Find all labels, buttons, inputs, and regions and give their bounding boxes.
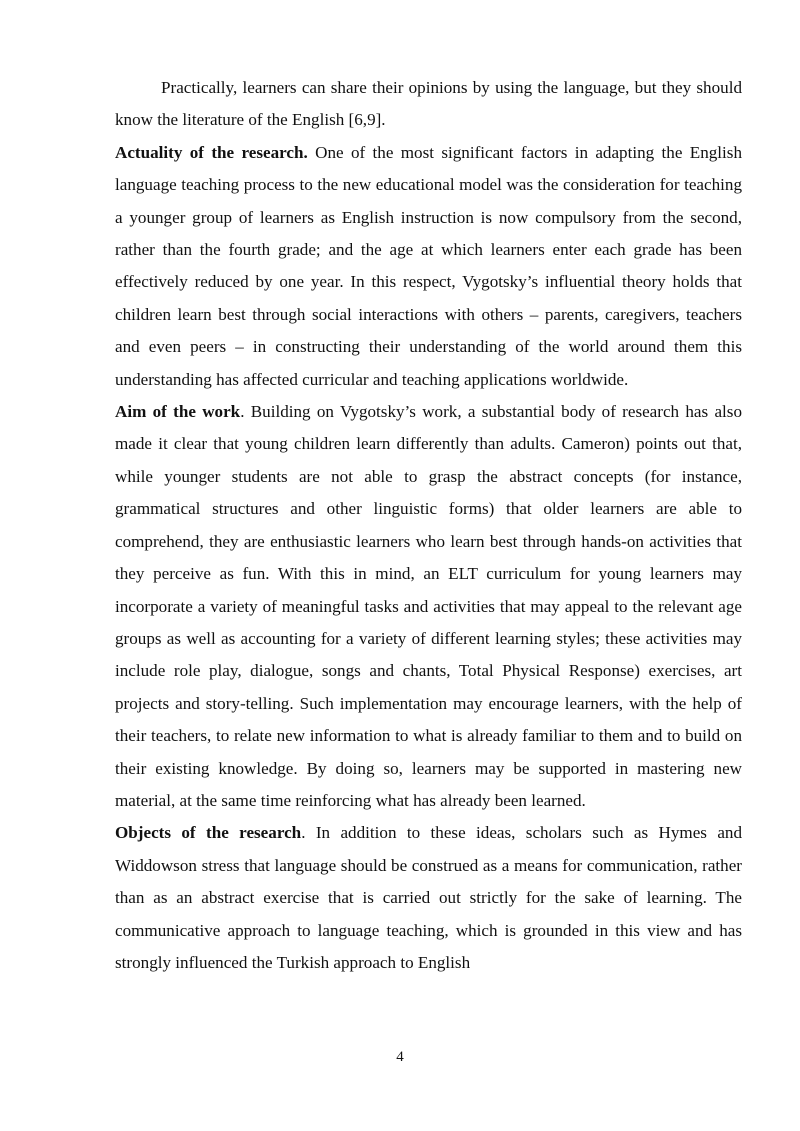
intro-text: Practically, learners can share their opinions by using the language, but they should know the literature of the English [6,9]. — [115, 78, 742, 130]
section-heading-actuality: Actuality of the research. — [115, 142, 308, 162]
section-body-actuality: One of the most significant factors in adapting the English language teaching process to the new educational model was the consideration for teaching a younger group of learners as English instruction is now compulsory from the second, rather than the fourth grade; and the age at which learners enter each grade has been effectively reduced by one year. In this respect, Vygotsky’s influential theory holds that children learn best through social interactions with others – parents, caregivers, teachers and even peers – in constructing their understanding of the world around them this understanding has affected curricular and teaching applications worldwide. — [115, 142, 743, 389]
document-page — [115, 72, 742, 979]
section-heading-objects: Objects of the research — [115, 823, 302, 843]
section-actuality — [115, 137, 742, 396]
page-number: 4 — [396, 1049, 404, 1065]
section-body-aim: . Building on Vygotsky’s work, a substantial body of research has also made it clear that young children learn differently than adults. Cameron) points out that, while younger students are not able to grasp the abstract concepts (for instance, grammatical structures and other linguistic forms) that older learners are able to comprehend, they are enthusiastic learners who learn best through hands-on activities that they perceive as fun. With this in mind, an ELT curriculum for young learners may incorporate a variety of meaningful tasks and activities that may appeal to the relevant age groups as well as accounting for a variety of different learning styles; these activities may include role play, dialogue, songs and chants, Total Physical Response) exercises, art projects and story-telling. Such implementation may encourage learners, with the help of their teachers, to relate new information to what is already familiar to them and to build on their existing knowledge. By doing so, learners may be supported in mastering new material, at the same time reinforcing what has already been learned. — [115, 402, 742, 810]
section-objects — [115, 817, 742, 979]
section-heading-aim: Aim of the work — [115, 402, 241, 422]
intro-paragraph — [115, 72, 742, 137]
section-aim — [115, 396, 742, 817]
section-body-objects: . In addition to these ideas, scholars such as Hymes and Widdowson stress that language should be construed as a means for communication, rather than as an abstract exercise that is carried out strictly for the sake of learning. The communicative approach to language teaching, which is grounded in this view and has strongly influenced the Turkish approach to English — [115, 823, 743, 972]
